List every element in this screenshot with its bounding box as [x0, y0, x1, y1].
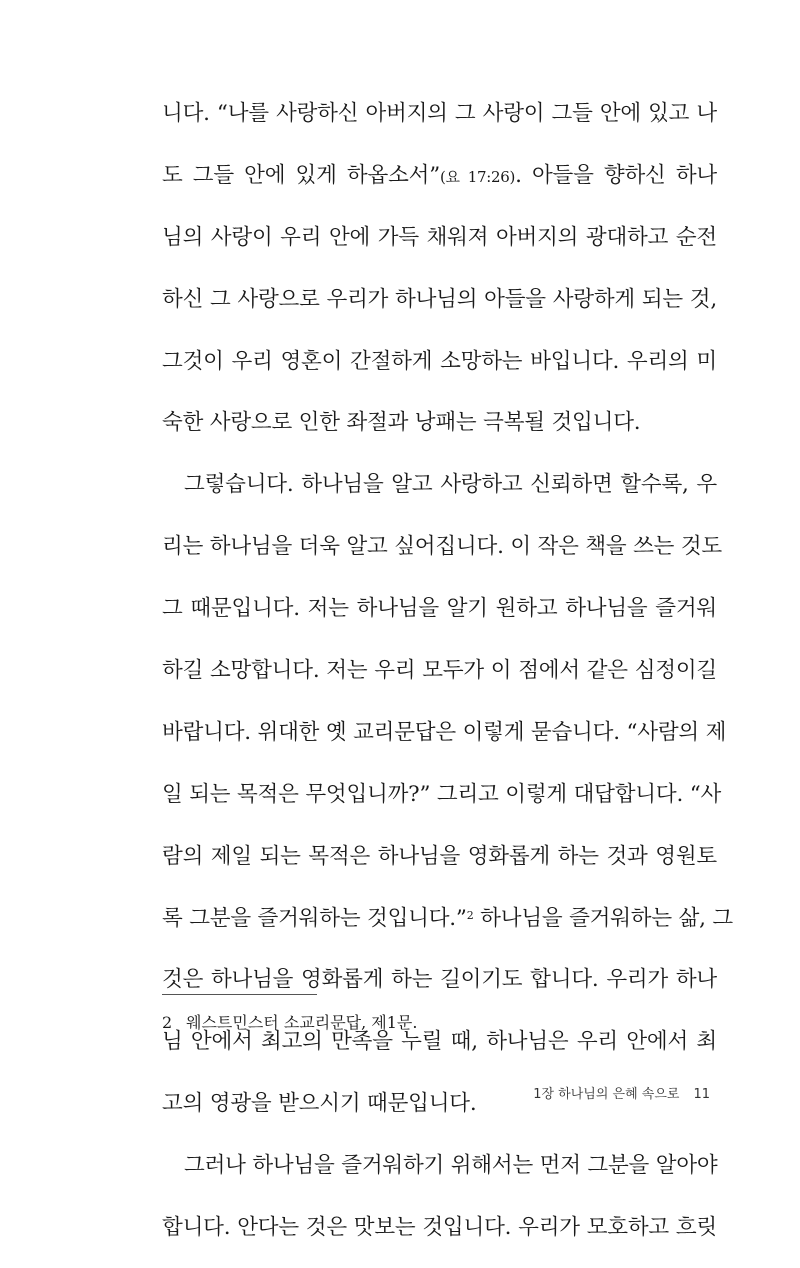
text-line: 님 안에서 최고의 만족을 누릴 때, 하나님은 우리 안에서 최	[162, 1029, 717, 1055]
paragraph-first-line: 그렇습니다. 하나님을 알고 사랑하고 신뢰하면 할수록, 우	[184, 472, 717, 498]
text-span: 도 그들 안에 있게 하옵소서”	[162, 162, 440, 188]
text-line: 바랍니다. 위대한 옛 교리문답은 이렇게 묻습니다. “사람의 제	[162, 719, 727, 745]
footnote-divider	[162, 994, 317, 995]
paragraph-first-line: 그러나 하나님을 즐거워하기 위해서는 먼저 그분을 알아야	[184, 1153, 718, 1179]
scripture-citation: (요 17:26)	[440, 167, 516, 186]
text-line: 합니다. 안다는 것은 맛보는 것입니다. 우리가 모호하고 흐릿	[162, 1215, 717, 1241]
page-number: 11	[693, 1087, 710, 1102]
text-line: 것은 하나님을 영화롭게 하는 길이기도 합니다. 우리가 하나	[162, 967, 717, 993]
chapter-title: 1장 하나님의 은혜 속으로	[533, 1087, 680, 1102]
footnote-number: 2	[162, 1013, 173, 1032]
text-span: 록 그분을 즐거워하는 것입니다.”	[162, 905, 467, 931]
text-line: 고의 영광을 받으시기 때문입니다.	[162, 1091, 477, 1117]
text-line: 하길 소망합니다. 저는 우리 모두가 이 점에서 같은 심정이길	[162, 658, 717, 684]
text-line: 하신 그 사랑으로 우리가 하나님의 아들을 사랑하게 되는 것,	[162, 286, 717, 312]
footnote-text: 웨스트민스터 소교리문답, 제1문.	[186, 1013, 418, 1032]
text-line: 일 되는 목적은 무엇입니까?” 그리고 이렇게 대답합니다. “사	[162, 781, 722, 807]
text-span: 하나님을 즐거워하는 삶, 그	[473, 905, 733, 931]
text-line: 니다. “나를 사랑하신 아버지의 그 사랑이 그들 안에 있고 나	[162, 101, 717, 126]
text-line: 리는 하나님을 더욱 알고 싶어집니다. 이 작은 책을 쓰는 것도	[162, 534, 723, 560]
text-line: 그 때문입니다. 저는 하나님을 알기 원하고 하나님을 즐거워	[162, 596, 717, 622]
footnote-reference[interactable]: 2	[466, 908, 474, 922]
text-span: . 아들을 향하신 하나	[515, 162, 717, 188]
footnote	[162, 1011, 417, 1035]
text-line: 님의 사랑이 우리 안에 가득 채워져 아버지의 광대하고 순전	[162, 224, 717, 250]
running-footer	[533, 1083, 710, 1102]
text-line	[162, 154, 717, 216]
text-line: 그것이 우리 영혼이 간절하게 소망하는 바입니다. 우리의 미	[162, 348, 717, 374]
text-line: 람의 제일 되는 목적은 하나님을 영화롭게 하는 것과 영원토	[162, 843, 717, 869]
text-line	[162, 897, 733, 959]
text-line: 숙한 사랑으로 인한 좌절과 낭패는 극복될 것입니다.	[162, 410, 641, 436]
